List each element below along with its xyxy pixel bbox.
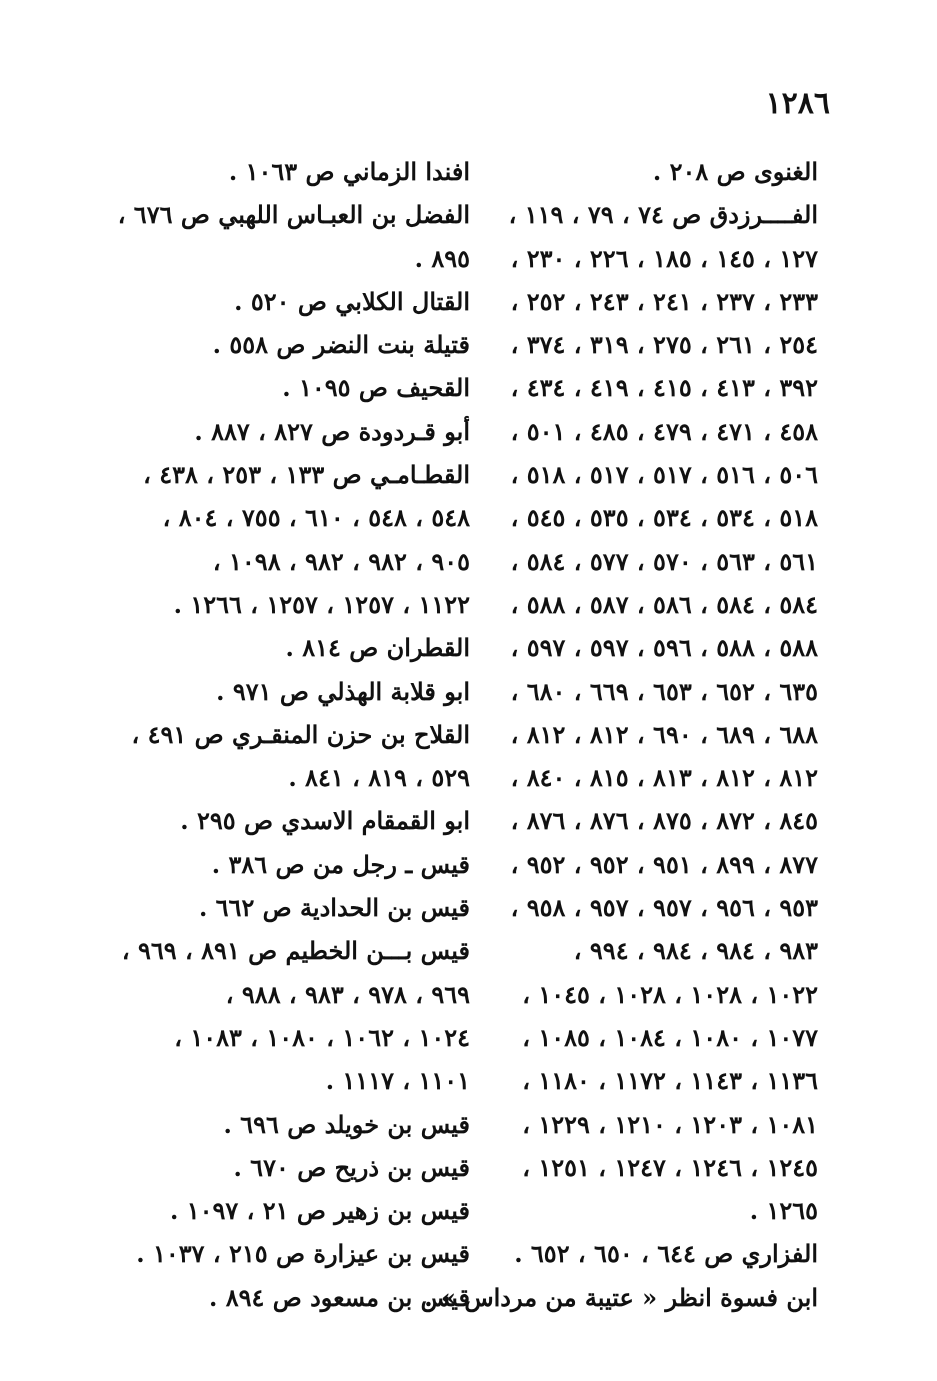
index-entry-line: قيس بن مسعود ص ٨٩٤ . [208, 1282, 470, 1312]
index-entry-line: قيس بن ذريح ص ٦٧٠ . [233, 1152, 470, 1182]
index-entry-line: القطران ص ٨١٤ . [285, 633, 470, 663]
index-entry-line: أبو قـردودة ص ٨٢٧ ، ٨٨٧ . [194, 416, 470, 446]
index-entry-line: قيس بن عيزارة ص ٢١٥ ، ١٠٣٧ . [136, 1239, 470, 1269]
index-entry-line: ١٠٨١ ، ١٢٠٣ ، ١٢١٠ ، ١٢٢٩ ، [522, 1109, 818, 1139]
page-number: ١٢٨٦ [765, 86, 830, 121]
index-entry-line: ١٠٢٤ ، ١٠٦٢ ، ١٠٨٠ ، ١٠٨٣ ، [174, 1022, 470, 1052]
index-entry-line: ٢٥٤ ، ٢٦١ ، ٢٧٥ ، ٣١٩ ، ٣٧٤ ، [510, 330, 818, 360]
index-entry-line: ١٠٢٢ ، ١٠٢٨ ، ١٠٢٨ ، ١٠٤٥ ، [522, 979, 818, 1009]
index-entry-line: ١١٣٦ ، ١١٤٣ ، ١١٧٢ ، ١١٨٠ ، [522, 1066, 818, 1096]
index-entry-line: ٥٢٩ ، ٨١٩ ، ٨٤١ . [288, 763, 470, 793]
index-entry-line: الفضل بن العبـاس اللهبي ص ٦٧٦ ، [117, 200, 470, 230]
index-entry-line: قيس بن زهير ص ٢١ ، ١٠٩٧ . [170, 1196, 470, 1226]
index-entry-line: القطـامـي ص ١٣٣ ، ٢٥٣ ، ٤٣٨ ، [143, 460, 470, 490]
index-entry-line: ١١٠١ ، ١١١٧ . [325, 1066, 470, 1096]
index-entry-line: ٥٨٨ ، ٥٨٨ ، ٥٩٦ ، ٥٩٧ ، ٥٩٧ ، [510, 633, 818, 663]
index-entry-line: ٩٠٥ ، ٩٨٢ ، ٩٨٢ ، ١٠٩٨ ، [212, 546, 470, 576]
index-entry-line: ٥٤٨ ، ٥٤٨ ، ٦١٠ ، ٧٥٥ ، ٨٠٤ ، [162, 503, 470, 533]
index-entry-line: الفــــرزدق ص ٧٤ ، ٧٩ ، ١١٩ ، [508, 200, 818, 230]
index-entry-line: ٦٣٥ ، ٦٥٢ ، ٦٥٣ ، ٦٦٩ ، ٦٨٠ ، [510, 676, 818, 706]
index-entry-line: قيس بـــن الخطيم ص ٨٩١ ، ٩٦٩ ، [121, 936, 470, 966]
index-column-left [117, 150, 470, 1340]
index-entry-line: ابن فسوة انظر « عتيبة من مرداس » . [424, 1282, 818, 1312]
index-entry-line: الفزاري ص ٦٤٤ ، ٦٥٠ ، ٦٥٢ . [514, 1239, 818, 1269]
index-entry-line: ١٢٤٥ ، ١٢٤٦ ، ١٢٤٧ ، ١٢٥١ ، [522, 1152, 818, 1182]
index-entry-line: ١٢٦٥ . [749, 1196, 818, 1226]
index-entry-line: ٩٨٣ ، ٩٨٤ ، ٩٨٤ ، ٩٩٤ ، [573, 936, 818, 966]
index-entry-line: ٩٦٩ ، ٩٧٨ ، ٩٨٣ ، ٩٨٨ ، [225, 979, 470, 1009]
index-entry-line: قيس بن خويلد ص ٦٩٦ . [223, 1109, 470, 1139]
index-entry-line: ٥٦١ ، ٥٦٣ ، ٥٧٠ ، ٥٧٧ ، ٥٨٤ ، [510, 546, 818, 576]
index-entry-line: قتيلة بنت النضر ص ٥٥٨ . [212, 330, 470, 360]
index-entry-line: ٩٥٣ ، ٩٥٦ ، ٩٥٧ ، ٩٥٧ ، ٩٥٨ ، [510, 893, 818, 923]
index-entry-line: ٨٧٧ ، ٨٩٩ ، ٩٥١ ، ٩٥٢ ، ٩٥٢ ، [510, 849, 818, 879]
index-entry-line: القتال الكلابي ص ٥٢٠ . [234, 286, 470, 316]
index-entry-line: ابو قلابة الهذلي ص ٩٧١ . [216, 676, 470, 706]
index-entry-line: ٥٠٦ ، ٥١٦ ، ٥١٧ ، ٥١٧ ، ٥١٨ ، [510, 460, 818, 490]
index-entry-line: ٣٩٢ ، ٤١٣ ، ٤١٥ ، ٤١٩ ، ٤٣٤ ، [510, 373, 818, 403]
index-entry-line: ١٠٧٧ ، ١٠٨٠ ، ١٠٨٤ ، ١٠٨٥ ، [522, 1022, 818, 1052]
index-entry-line: قيس ـ رجل من ص ٣٨٦ . [211, 849, 470, 879]
index-entry-line: الغنوى ص ٢٠٨ . [652, 157, 818, 186]
index-entry-line: ٦٨٨ ، ٦٨٩ ، ٦٩٠ ، ٨١٢ ، ٨١٢ ، [510, 719, 818, 749]
index-entry-line: القلاح بن حزن المنقـري ص ٤٩١ ، [131, 719, 470, 749]
index-entry-line: القحيف ص ١٠٩٥ . [282, 373, 470, 403]
index-entry-line: ٥١٨ ، ٥٣٤ ، ٥٣٤ ، ٥٣٥ ، ٥٤٥ ، [510, 503, 818, 533]
index-entry-line: افندا الزماني ص ١٠٦٣ . [228, 157, 470, 186]
index-entry-line: ٥٨٤ ، ٥٨٤ ، ٥٨٦ ، ٥٨٧ ، ٥٨٨ ، [510, 589, 818, 619]
index-entry-line: ٢٣٣ ، ٢٣٧ ، ٢٤١ ، ٢٤٣ ، ٢٥٢ ، [510, 286, 818, 316]
index-entry-line: ٨٤٥ ، ٨٧٢ ، ٨٧٥ ، ٨٧٦ ، ٨٧٦ ، [510, 806, 818, 836]
index-entry-line: قيس بن الحدادية ص ٦٦٢ . [198, 893, 470, 923]
index-entry-line: ١٢٧ ، ١٤٥ ، ١٨٥ ، ٢٢٦ ، ٢٣٠ ، [510, 243, 818, 273]
index-entry-line: ٤٥٨ ، ٤٧١ ، ٤٧٩ ، ٤٨٥ ، ٥٠١ ، [510, 416, 818, 446]
index-entry-line: ٨٩٥ . [414, 243, 470, 273]
index-entry-line: ابو القمقام الاسدي ص ٢٩٥ . [180, 806, 470, 836]
index-entry-line: ١١٢٢ ، ١٢٥٧ ، ١٢٥٧ ، ١٢٦٦ . [173, 589, 470, 619]
index-entry-line: ٨١٢ ، ٨١٢ ، ٨١٣ ، ٨١٥ ، ٨٤٠ ، [510, 763, 818, 793]
